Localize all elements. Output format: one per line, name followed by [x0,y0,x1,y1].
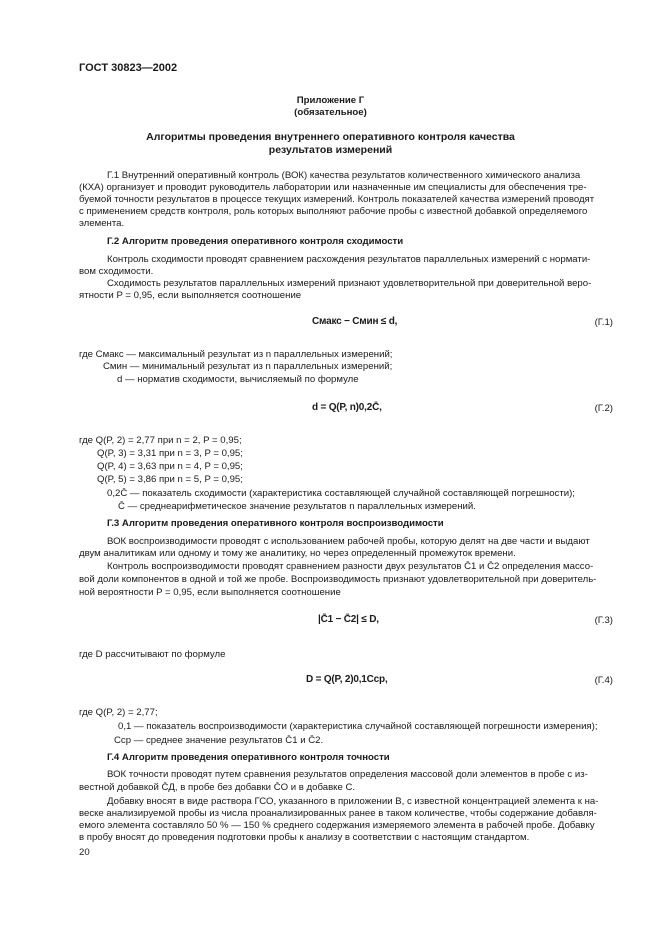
g4-p2-line2: веске анализируемой пробы из числа проанализированных ранее в таком количестве, чтобы содержание добавля- [79,808,597,819]
q-value-n4: Q(P, 4) = 3,63 при n = 4, P = 0,95; [97,461,243,472]
q-value-n3: Q(P, 3) = 3,31 при n = 3, P = 0,95; [97,448,243,459]
main-title-line2: результатов измерений [268,144,393,156]
formula-g1-number: (Г.1) [594,317,613,328]
intro-line-3: буемой точности результатов в процессе текущих измерений. Контроль показателей качества измерений проводят [79,194,595,205]
q-value-n5: Q(P, 5) = 3,86 при n = 5, P = 0,95; [97,474,243,485]
formula-g3: |C̄1 − C̄2| ≤ D, [318,614,379,625]
intro-line-1: Г.1 Внутренний оперативный контроль (ВОК) качества результатов количественного химического анализа [107,170,581,181]
g2-p2-line2: ятности P = 0,95, если выполняется соотношение [79,290,302,301]
section-g2-heading: Г.2 Алгоритм проведения оперативного контроля сходимости [107,236,404,247]
g3-p2-line2: вой доли компонентов в одной и той же пробе. Воспроизводимость признают удовлетворительной при доверитель- [79,574,597,585]
g2-p2-line1: Сходимость результатов параллельных измерений признают удовлетворительной при доверительной веро- [107,278,592,289]
g3-p2-line3: ной вероятности P = 0,95, если выполняется соотношение [79,587,341,598]
formula-g2-number: (Г.2) [594,403,613,414]
formula-g2: d = Q(P, n)0,2C̄, [312,402,382,413]
g2-p1-line1: Контроль сходимости проводят сравнением расхождения результатов параллельных измерений с нормати- [107,254,591,265]
g4-q-value: где Q(P, 2) = 2,77; [79,707,158,718]
g3-p1-line1: ВОК воспроизводимости проводят с использованием рабочей пробы, которую делят на две части и выдают [107,536,590,547]
appendix-note: (обязательное) [294,107,367,118]
intro-line-4: с применением средств контроля, роль которых выполняют рабочие пробы с известной добавкой определяемого [79,206,588,217]
g3-where-d: где D рассчитывают по формуле [79,649,226,660]
section-g3-heading: Г.3 Алгоритм проведения оперативного контроля воспроизводимости [107,518,444,529]
g1-where-cmin: Cмин — минимальный результат из n параллельных измерений; [103,361,393,372]
g4-p2-line3: емого элемента составляло 50 % — 150 % среднего содержания измеряемого элемента в рабочей пробе. Добавку [79,820,595,831]
g1-where-cmax: где Cмакс — максимальный результат из n параллельных измерений; [79,349,393,360]
q-value-n2: где Q(P, 2) = 2,77 при n = 2, P = 0,95; [79,435,242,446]
intro-line-5: элемента. [79,218,125,229]
standard-header: ГОСТ 30823—2002 [79,62,178,74]
main-title-line1: Алгоритмы проведения внутреннего оперативного контроля качества [146,131,515,143]
def-c-avg: Cср — среднее значение результатов C̄1 и C̄2. [114,735,324,746]
g4-p2-line4: в пробу вносят до проведения подготовки пробы к анализу в соответствии с настоящим стандартом. [79,832,530,843]
formula-g1: Cмакс − Cмин ≤ d, [312,316,398,327]
appendix-title: Приложение Г [296,95,365,106]
def-reproducibility: 0,1 — показатель воспроизводимости (характеристика случайной составляющей погрешности измерения); [118,721,598,732]
def-repeatability: 0,2C̄ — показатель сходимости (характеристика составляющей случайной составляющей погрешности); [107,488,575,499]
page-number: 20 [79,847,90,858]
g1-where-d: d — норматив сходимости, вычисляемый по формуле [117,374,359,385]
formula-g4: D = Q(P, 2)0,1Cср, [306,674,388,685]
g4-p1-line1: ВОК точности проводят путем сравнения результатов определения массовой доли элементов в пробе с из- [107,769,588,780]
g3-p1-line2: двум аналитикам или одному и тому же аналитику, но через определенный промежуток времени. [79,548,516,559]
g2-p1-line2: вом сходимости. [79,266,154,277]
g3-p2-line1: Контроль воспроизводимости проводят сравнением разности двух результатов C̄1 и C̄2 определения массо- [107,561,594,572]
intro-line-2: (КХА) организует и проводит руководитель лаборатории или назначенные им специалисты для обеспечения тре- [79,182,587,193]
section-g4-heading: Г.4 Алгоритм проведения оперативного контроля точности [107,752,390,763]
formula-g4-number: (Г.4) [594,675,613,686]
g4-p2-line1: Добавку вносят в виде раствора ГСО, указанного в приложении В, с известной концентрацией элемента к на- [107,796,599,807]
def-mean: C̄ — среднеарифметическое значение результатов n параллельных измерений. [118,501,476,512]
g4-p1-line2: вестной добавкой C̄Д, в пробе без добавки C̄О и в добавке C. [79,782,356,793]
formula-g3-number: (Г.3) [594,615,613,626]
